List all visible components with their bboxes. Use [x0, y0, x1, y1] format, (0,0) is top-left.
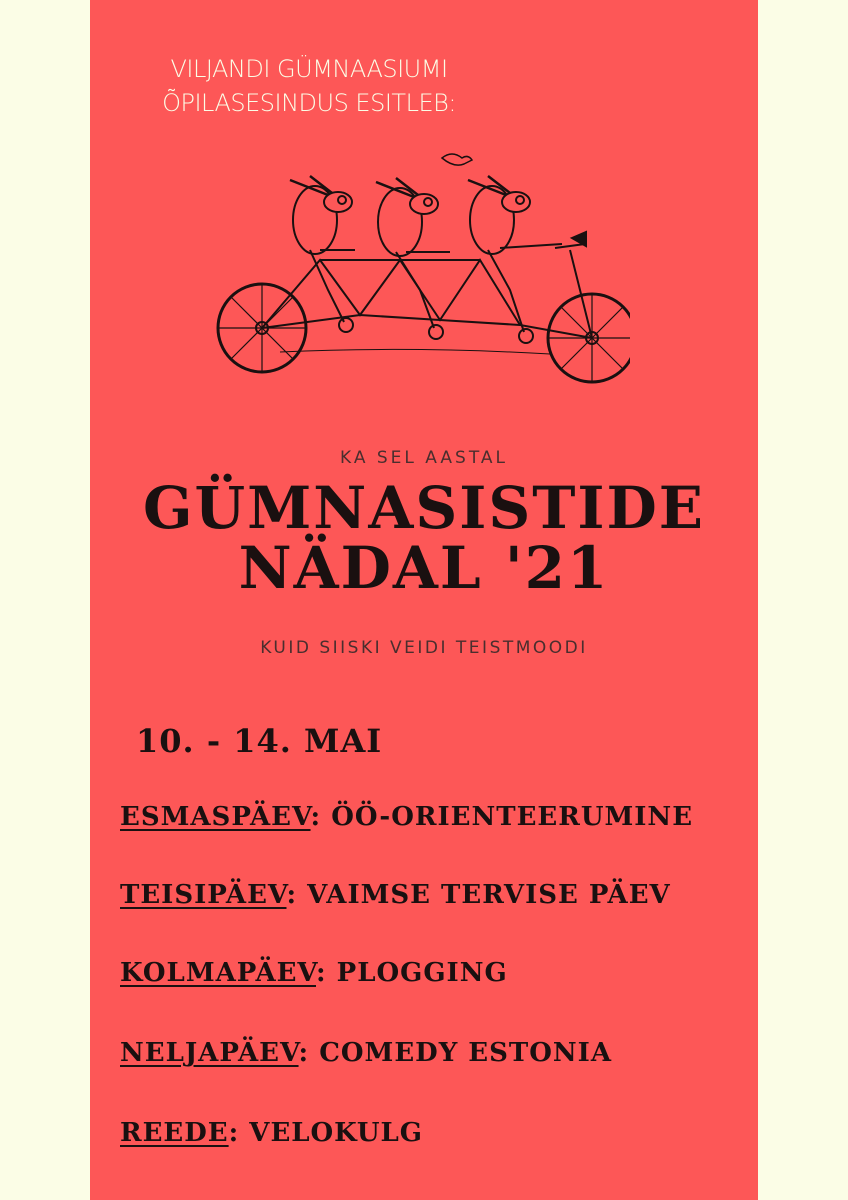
schedule-item-wednesday	[120, 958, 508, 988]
day-activity: VAIMSE TERVISE PÄEV	[307, 880, 671, 910]
event-title	[0, 474, 848, 602]
day-name: TEISIPÄEV	[120, 880, 287, 910]
colon: :	[310, 802, 332, 832]
pretitle: KA SEL AASTAL	[340, 448, 508, 468]
day-name: KOLMAPÄEV	[120, 958, 316, 988]
schedule-item-tuesday	[120, 880, 671, 910]
event-title-line-2: NÄDAL '21	[238, 534, 610, 602]
day-activity: PLOGGING	[336, 958, 508, 988]
colon: :	[298, 1038, 320, 1068]
colon: :	[316, 958, 337, 988]
event-dates: 10. - 14. MAI	[136, 722, 383, 760]
day-activity: ÖÖ-ORIENTEERUMINE	[331, 802, 694, 832]
schedule-item-monday	[120, 802, 693, 832]
day-activity: VELOKULG	[249, 1118, 424, 1148]
colon: :	[286, 880, 308, 910]
subtitle: KUID SIISKI VEIDI TEISTMOODI	[260, 638, 588, 658]
schedule-item-thursday	[120, 1038, 612, 1068]
event-title-line-1: GÜMNASISTIDE	[142, 474, 706, 542]
day-name: ESMASPÄEV	[120, 802, 311, 832]
day-activity: COMEDY ESTONIA	[319, 1038, 612, 1068]
schedule-item-friday	[120, 1118, 423, 1148]
presenter-line-1: VILJANDI GÜMNAASIUMI	[170, 55, 448, 83]
day-name: REEDE	[120, 1118, 229, 1148]
day-name: NELJAPÄEV	[120, 1038, 299, 1068]
rabbits-tandem-bicycle-icon	[210, 140, 630, 410]
presenter-line-2: ÕPILASESINDUS ESITLEB:	[162, 89, 456, 117]
colon: :	[228, 1118, 250, 1148]
presenter-text	[90, 52, 528, 120]
